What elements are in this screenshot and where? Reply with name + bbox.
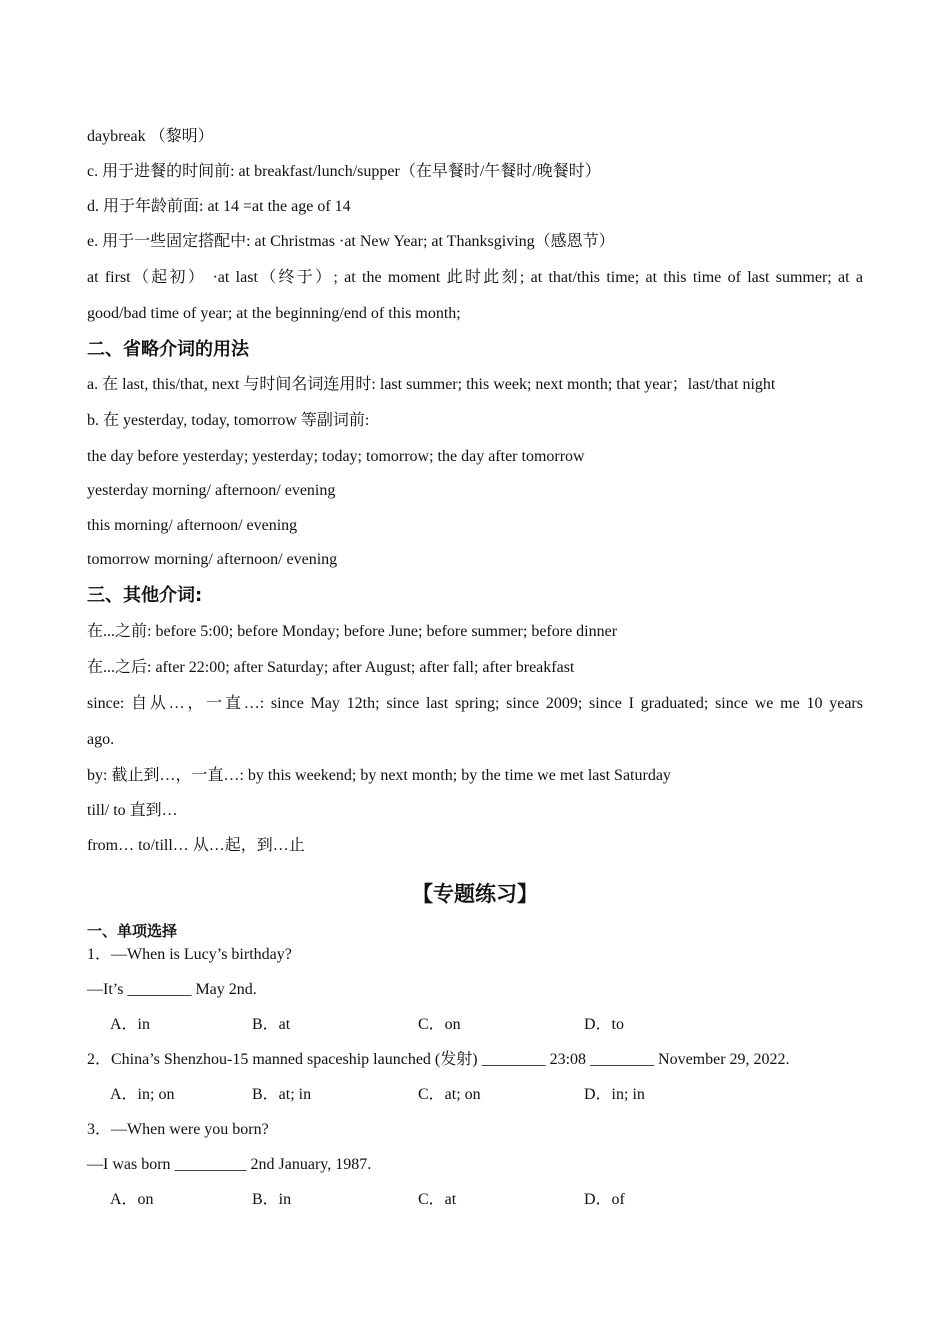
section2-example-4: tomorrow morning/ afternoon/ evening	[87, 551, 338, 568]
note-c: c. 用于进餐的时间前: at breakfast/lunch/supper（在早餐时/午餐时/晚餐时）	[87, 163, 601, 180]
note-d: d. 用于年龄前面: at 14 =at the age of 14	[87, 198, 351, 215]
section3-till: till/ to 直到…	[87, 802, 178, 819]
section2-heading: 二、省略介词的用法	[87, 339, 249, 360]
section3-before: 在...之前: before 5:00; before Monday; before June; before summer; before dinner	[87, 623, 618, 640]
practice-part-heading: 一、单项选择	[87, 922, 178, 940]
question-2-option-c[interactable]: C．at; on	[418, 1086, 481, 1103]
section2-example-3: this morning/ afternoon/ evening	[87, 517, 298, 534]
note-at-first-line1: at first（起初） ·at last（终于）; at the moment 此时此刻; at that/this time; at this time of last summer; at a	[87, 269, 863, 286]
question-2-option-a[interactable]: A．in; on	[110, 1086, 175, 1103]
question-3-reply: —I was born _________ 2nd January, 1987.	[87, 1156, 372, 1173]
section2-a: a. 在 last, this/that, next 与时间名词连用时: last summer; this week; next month; that year；last/that night	[87, 376, 776, 393]
question-1-option-a[interactable]: A．in	[110, 1016, 151, 1033]
question-2-options	[0, 1085, 950, 1105]
question-3-option-d[interactable]: D．of	[584, 1191, 625, 1208]
question-3-options	[0, 1190, 950, 1210]
practice-title: 【专题练习】	[412, 882, 538, 906]
question-1-reply: —It’s ________ May 2nd.	[87, 981, 257, 998]
section2-example-2: yesterday morning/ afternoon/ evening	[87, 482, 336, 499]
question-1-stem: 1．—When is Lucy’s birthday?	[87, 946, 292, 963]
question-3-stem: 3．—When were you born?	[87, 1121, 269, 1138]
section2-example-1: the day before yesterday; yesterday; today; tomorrow; the day after tomorrow	[87, 448, 585, 465]
section3-heading: 三、其他介词:	[87, 585, 203, 606]
question-1-options	[0, 1015, 950, 1035]
note-daybreak: daybreak （黎明）	[87, 128, 214, 145]
section3-after: 在...之后: after 22:00; after Saturday; after August; after fall; after breakfast	[87, 659, 575, 676]
question-3-option-b[interactable]: B．in	[252, 1191, 292, 1208]
question-2-stem: 2．China’s Shenzhou-15 manned spaceship launched (发射) ________ 23:08 ________ November 29, 2022.	[87, 1051, 790, 1068]
section3-by: by: 截止到…，一直…: by this weekend; by next month; by the time we met last Saturday	[87, 767, 671, 784]
question-2-option-b[interactable]: B．at; in	[252, 1086, 312, 1103]
section3-from: from… to/till… 从…起，到…止	[87, 837, 305, 854]
note-e: e. 用于一些固定搭配中: at Christmas ·at New Year; at Thanksgiving（感恩节）	[87, 233, 615, 250]
note-at-first-line2: good/bad time of year; at the beginning/end of this month;	[87, 305, 461, 322]
question-1-option-d[interactable]: D．to	[584, 1016, 625, 1033]
question-3-option-c[interactable]: C．at	[418, 1191, 457, 1208]
question-2-option-d[interactable]: D．in; in	[584, 1086, 645, 1103]
section3-since-line1: since: 自从…，一直…: since May 12th; since last spring; since 2009; since I graduated; since we me 10 years	[87, 695, 863, 712]
question-1-option-b[interactable]: B．at	[252, 1016, 291, 1033]
section2-b: b. 在 yesterday, today, tomorrow 等副词前:	[87, 412, 370, 429]
section3-since-line2: ago.	[87, 731, 115, 748]
question-1-option-c[interactable]: C．on	[418, 1016, 461, 1033]
question-3-option-a[interactable]: A．on	[110, 1191, 154, 1208]
